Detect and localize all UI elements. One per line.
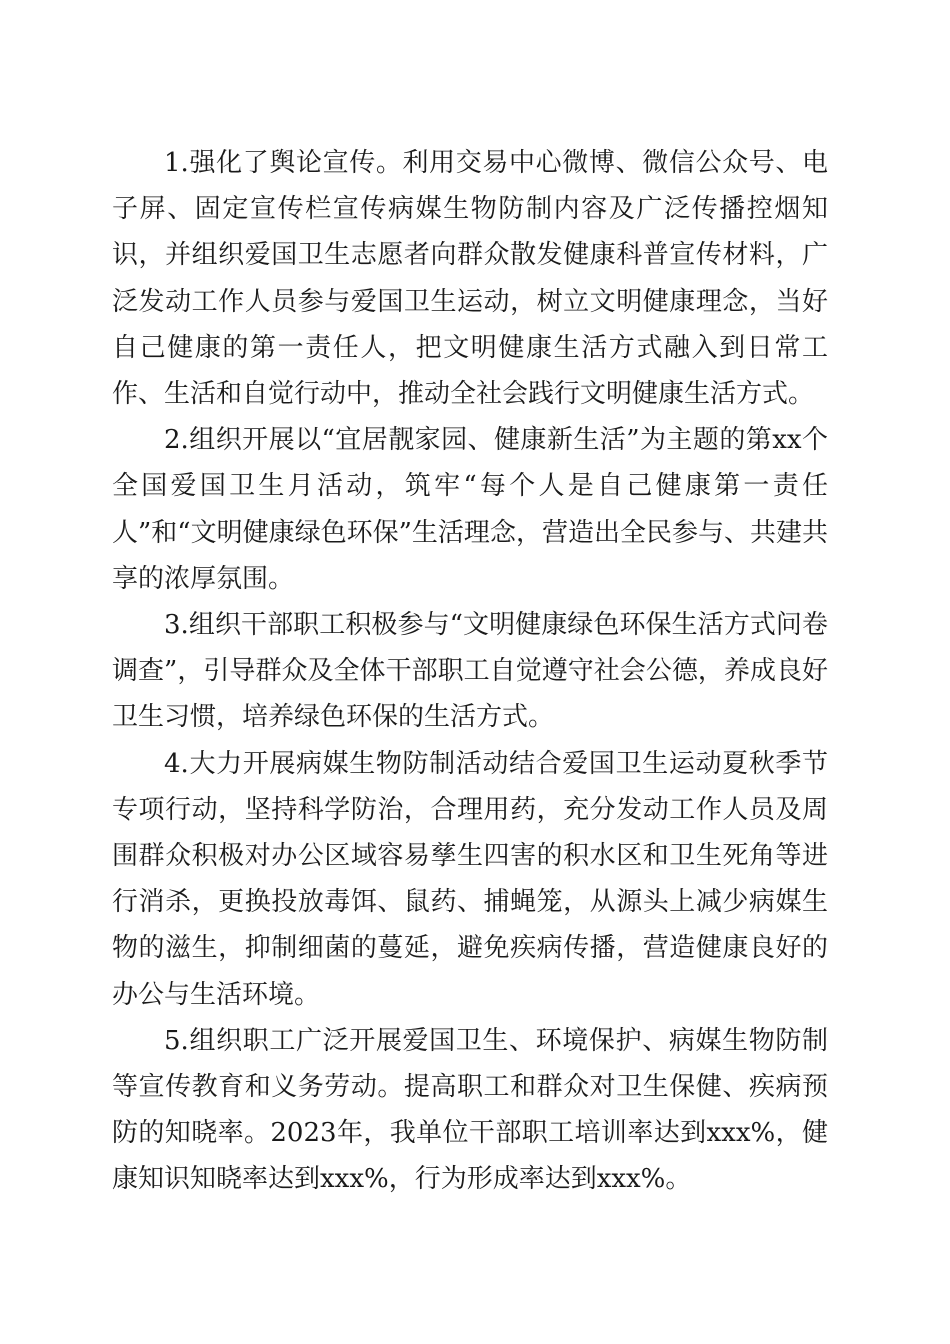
paragraph-4: 4.大力开展病媒生物防制活动结合爱国卫生运动夏秋季节专项行动，坚持科学防治，合理用药，充分发动工作人员及周围群众积极对办公区域容易孳生四害的积水区和卫生死角等进行消杀，更换投放毒饵、鼠药、捕蝇笼，从源头上减少病媒生物的滋生，抑制细菌的蔓延，避免疾病传播，营造健康良好的办公与生活环境。 [112, 748, 828, 1010]
paragraph-3: 3.组织干部职工积极参与“文明健康绿色环保生活方式问卷调查”，引导群众及全体干部职工自觉遵守社会公德，养成良好卫生习惯，培养绿色环保的生活方式。 [112, 610, 828, 733]
paragraph-5: 5.组织职工广泛开展爱国卫生、环境保护、病媒生物防制等宣传教育和义务劳动。提高职工和群众对卫生保健、疾病预防的知晓率。2023年，我单位干部职工培训率达到xxx%，健康知识知晓率达到xxx%，行为形成率达到xxx%。 [112, 1025, 828, 1195]
paragraph-1: 1.强化了舆论宣传。利用交易中心微博、微信公众号、电子屏、固定宣传栏宣传病媒生物防制内容及广泛传播控烟知识，并组织爱国卫生志愿者向群众散发健康科普宣传材料，广泛发动工作人员参与爱国卫生运动，树立文明健康理念，当好自己健康的第一责任人，把文明健康生活方式融入到日常工作、生活和自觉行动中，推动全社会践行文明健康生活方式。 [112, 148, 828, 410]
paragraph-2: 2.组织开展以“宜居靓家园、健康新生活”为主题的第xx个全国爱国卫生月活动，筑牢“每个人是自己健康第一责任人”和“文明健康绿色环保”生活理念，营造出全民参与、共建共享的浓厚氛围。 [112, 425, 828, 594]
document-body [112, 140, 828, 1203]
